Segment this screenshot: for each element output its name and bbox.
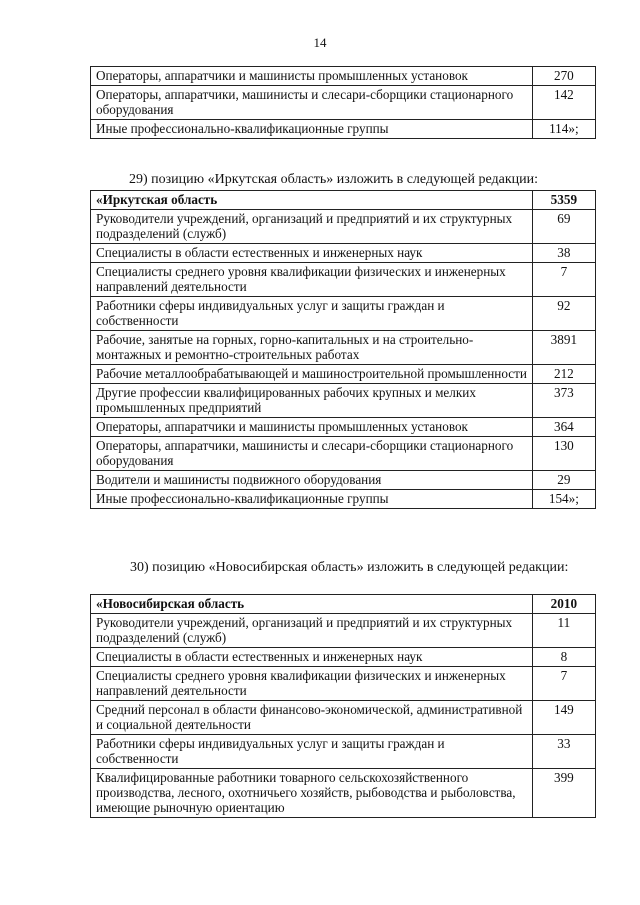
table-row [91, 769, 596, 818]
workers-count: 69 [532, 210, 595, 244]
occupation-group: Иные профессионально-квалификационные группы [91, 490, 533, 509]
occupation-group: Водители и машинисты подвижного оборудования [91, 471, 533, 490]
workers-count: 114»; [532, 120, 595, 139]
paragraph-30: 30) позицию «Новосибирская область» изложить в следующей редакции: [130, 560, 569, 575]
workers-count: 33 [532, 735, 595, 769]
table-continued-previous-region [90, 66, 596, 139]
workers-count: 142 [532, 86, 595, 120]
workers-count: 3891 [532, 331, 595, 365]
workers-count: 270 [532, 67, 595, 86]
workers-count: 373 [532, 384, 595, 418]
table-row [91, 384, 596, 418]
workers-count: 8 [532, 648, 595, 667]
table-row [91, 263, 596, 297]
occupation-group: Работники сферы индивидуальных услуг и защиты граждан и собственности [91, 297, 533, 331]
page-number: 14 [313, 35, 327, 50]
workers-count: 212 [532, 365, 595, 384]
table-header-row [91, 595, 596, 614]
occupation-group: Специалисты среднего уровня квалификации физических и инженерных направлений деятельности [91, 667, 533, 701]
region-total: 5359 [532, 191, 595, 210]
table-row [91, 701, 596, 735]
occupation-group: Квалифицированные работники товарного сельскохозяйственного производства, лесного, охотничьего хозяйств, рыбоводства и рыболовства, имеющие рыночную ориентацию [91, 769, 533, 818]
occupation-group: Другие профессии квалифицированных рабочих крупных и мелких промышленных предприятий [91, 384, 533, 418]
table-row [91, 735, 596, 769]
table-row [91, 67, 596, 86]
paragraph-29: 29) позицию «Иркутская область» изложить в следующей редакции: [129, 172, 539, 187]
table-row [91, 437, 596, 471]
workers-count: 154»; [532, 490, 595, 509]
occupation-group: Операторы, аппаратчики, машинисты и слесари-сборщики стационарного оборудования [91, 437, 533, 471]
workers-count: 29 [532, 471, 595, 490]
occupation-group: Специалисты в области естественных и инженерных наук [91, 648, 533, 667]
table-row [91, 648, 596, 667]
table-row [91, 297, 596, 331]
occupation-group: Операторы, аппаратчики и машинисты промышленных установок [91, 67, 533, 86]
workers-count: 130 [532, 437, 595, 471]
occupation-group: Операторы, аппаратчики и машинисты промышленных установок [91, 418, 533, 437]
occupation-group: Иные профессионально-квалификационные группы [91, 120, 533, 139]
workers-count: 38 [532, 244, 595, 263]
workers-count: 92 [532, 297, 595, 331]
table-header-row [91, 191, 596, 210]
region-total: 2010 [532, 595, 595, 614]
occupation-group: Руководители учреждений, организаций и предприятий и их структурных подразделений (служб) [91, 210, 533, 244]
region-name: «Иркутская область [91, 191, 533, 210]
table-irkutsk-region [90, 190, 596, 509]
table-row [91, 490, 596, 509]
workers-count: 11 [532, 614, 595, 648]
table-row [91, 418, 596, 437]
table-row [91, 667, 596, 701]
occupation-group: Специалисты в области естественных и инженерных наук [91, 244, 533, 263]
workers-count: 399 [532, 769, 595, 818]
occupation-group: Рабочие, занятые на горных, горно-капитальных и на строительно-монтажных и ремонтно-строительных работах [91, 331, 533, 365]
occupation-group: Рабочие металлообрабатывающей и машиностроительной промышленности [91, 365, 533, 384]
occupation-group: Средний персонал в области финансово-экономической, административной и социальной деятельности [91, 701, 533, 735]
table-row [91, 210, 596, 244]
workers-count: 149 [532, 701, 595, 735]
table-row [91, 244, 596, 263]
workers-count: 7 [532, 667, 595, 701]
table-row [91, 86, 596, 120]
occupation-group: Специалисты среднего уровня квалификации физических и инженерных направлений деятельности [91, 263, 533, 297]
table-row [91, 331, 596, 365]
workers-count: 364 [532, 418, 595, 437]
occupation-group: Работники сферы индивидуальных услуг и защиты граждан и собственности [91, 735, 533, 769]
workers-count: 7 [532, 263, 595, 297]
occupation-group: Руководители учреждений, организаций и предприятий и их структурных подразделений (служб) [91, 614, 533, 648]
occupation-group: Операторы, аппаратчики, машинисты и слесари-сборщики стационарного оборудования [91, 86, 533, 120]
table-novosibirsk-region [90, 594, 596, 818]
region-name: «Новосибирская область [91, 595, 533, 614]
table-row [91, 614, 596, 648]
table-row [91, 471, 596, 490]
table-row [91, 120, 596, 139]
table-row [91, 365, 596, 384]
